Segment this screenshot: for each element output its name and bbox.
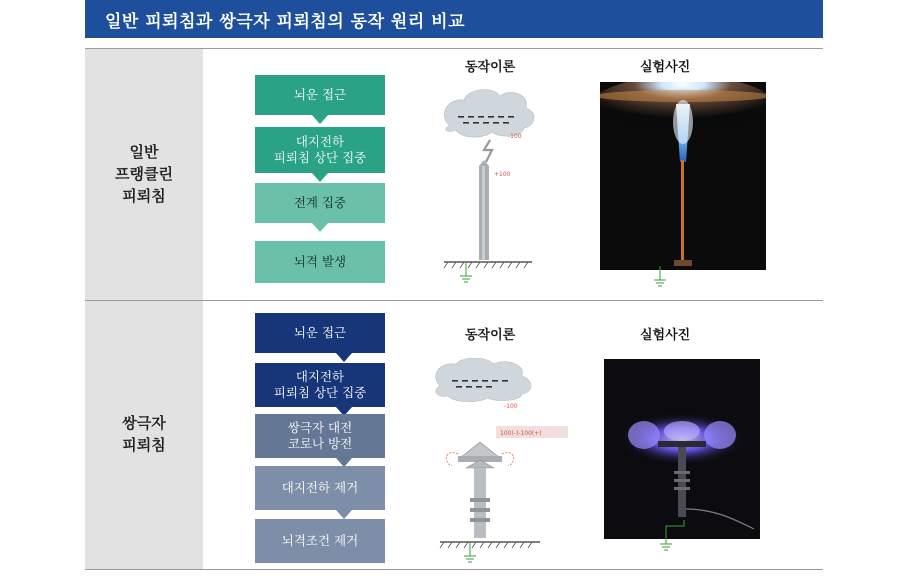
cloud-charge-label: -100 — [508, 133, 522, 140]
col-head-theory-2: 동작이론 — [465, 328, 516, 343]
step-dipole-corona: 쌍극자 대전 코로나 방전 — [255, 414, 385, 458]
step-cloud-approach: 뇌운 접근 — [255, 75, 385, 115]
row-label-franklin: 일반 프랭클린 피뢰침 — [85, 49, 203, 301]
step-cloud-approach-2: 뇌운 접근 — [255, 313, 385, 353]
dipole-diagram — [430, 358, 570, 568]
row-label-dipole: 쌍극자 피뢰침 — [85, 301, 203, 569]
step-arrow — [312, 173, 328, 182]
dipole-charge-label: 100(-)-100(+) — [500, 430, 542, 437]
step-remove-strike-condition: 뇌격조건 제거 — [255, 519, 385, 563]
ground-symbol — [652, 266, 668, 292]
divider-bottom — [85, 569, 823, 570]
step-remove-charge: 대지전하 제거 — [255, 466, 385, 510]
step-arrow — [336, 353, 352, 362]
step-arrow — [336, 510, 352, 519]
step-arrow — [312, 223, 328, 232]
step-strike: 뇌격 발생 — [255, 241, 385, 283]
step-field-concentration: 전계 집중 — [255, 183, 385, 223]
col-head-photo-2: 실험사진 — [640, 328, 691, 343]
step-ground-charge: 대지전하 피뢰침 상단 집중 — [255, 127, 385, 173]
cloud-charge-label-2: -100 — [504, 403, 518, 410]
dipole-experiment-photo — [604, 359, 760, 539]
franklin-diagram — [438, 86, 538, 286]
step-arrow — [312, 115, 328, 124]
tip-charge-label: +100 — [494, 171, 511, 178]
col-head-photo: 실험사진 — [640, 60, 691, 75]
step-ground-charge-2: 대지전하 피뢰침 상단 집중 — [255, 363, 385, 407]
page-title: 일반 피뢰침과 쌍극자 피뢰침의 동작 원리 비교 — [105, 12, 466, 32]
ground-symbol-2 — [656, 520, 692, 556]
header-bar — [85, 0, 823, 38]
franklin-experiment-photo — [600, 82, 766, 270]
col-head-theory: 동작이론 — [465, 60, 516, 75]
